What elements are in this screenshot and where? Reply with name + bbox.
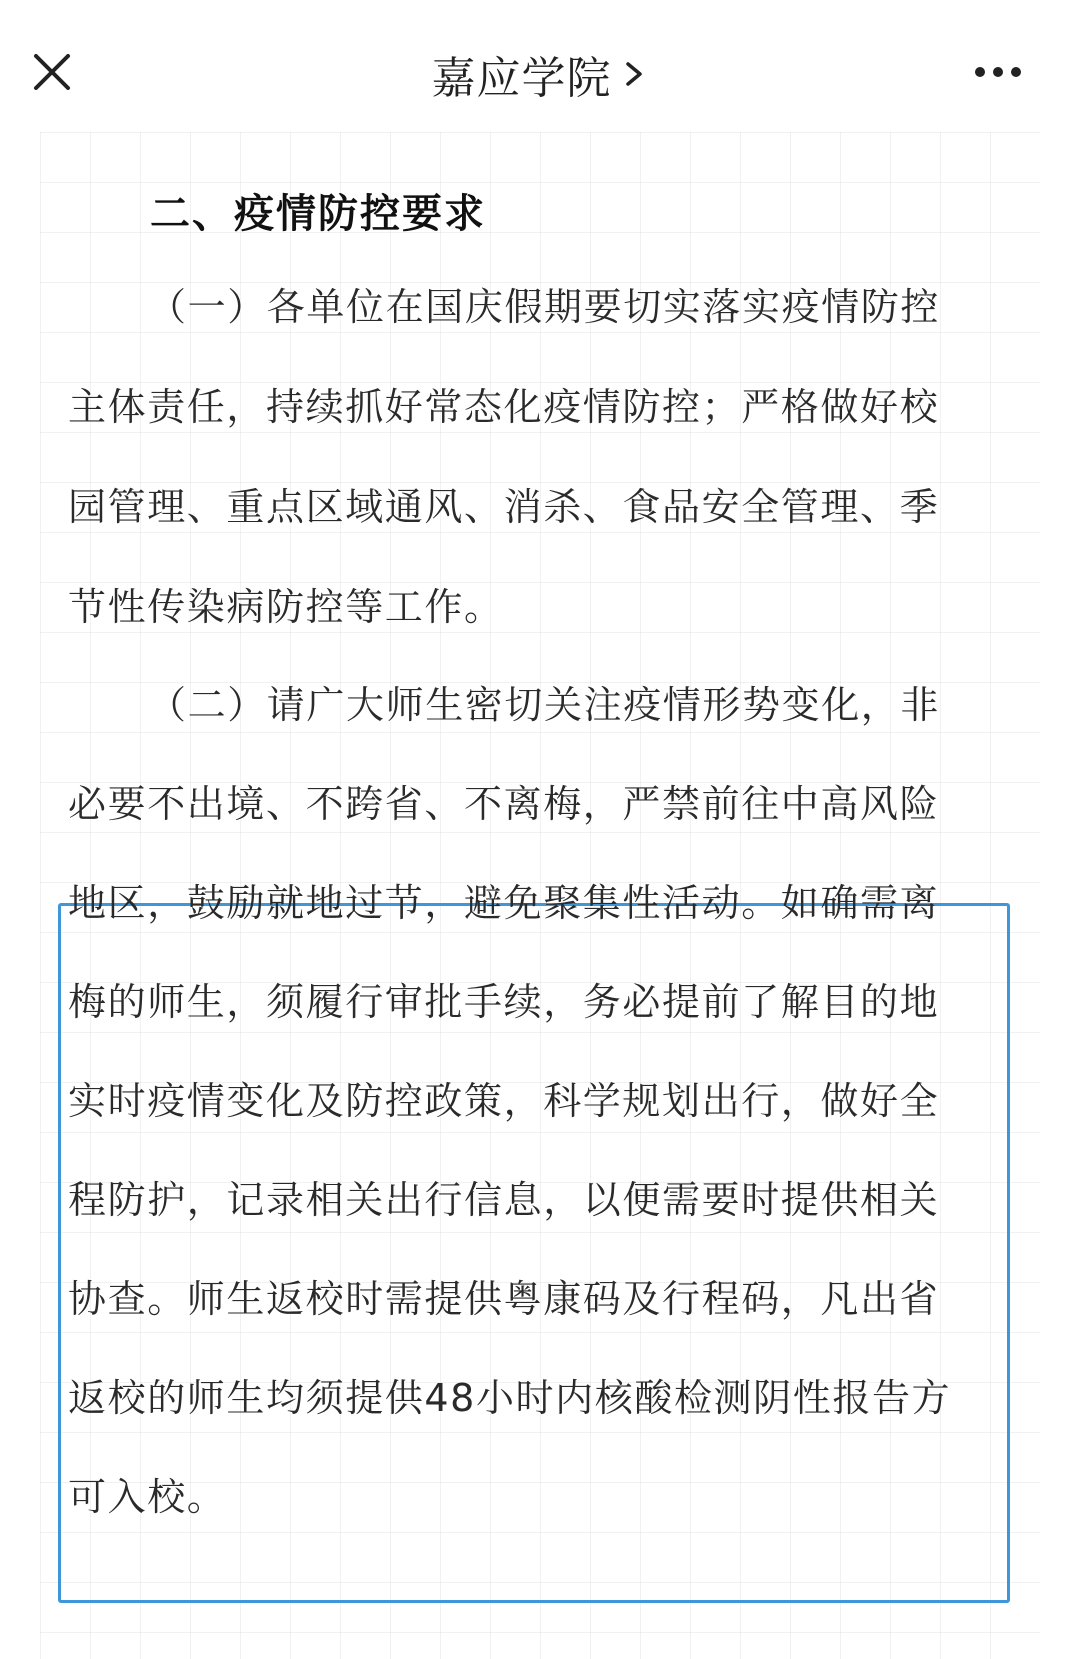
article-line: 协查。师生返校时需提供粤康码及行程码，凡出省 xyxy=(68,1277,940,1321)
article-line: 返校的师生均须提供48小时内核酸检测阴性报告方 xyxy=(68,1376,952,1420)
article-line: （二）请广大师生密切关注疫情形势变化，非 xyxy=(148,683,941,727)
article-line: 主体责任，持续抓好常态化疫情防控；严格做好校 xyxy=(68,385,940,429)
section-heading: 二、疫情防控要求 xyxy=(150,191,486,237)
account-title-link[interactable] xyxy=(432,42,646,106)
close-button[interactable] xyxy=(28,48,76,96)
article-line: 园管理、重点区域通风、消杀、食品安全管理、季 xyxy=(68,485,940,529)
article-line: （一）各单位在国庆假期要切实落实疫情防控 xyxy=(148,285,941,329)
chevron-right-icon xyxy=(624,54,646,94)
close-icon xyxy=(28,48,76,96)
more-horizontal-icon xyxy=(968,52,1032,92)
article-line: 可入校。 xyxy=(68,1475,227,1519)
page-title: 嘉应学院 xyxy=(431,53,612,104)
article-line: 节性传染病防控等工作。 xyxy=(68,585,504,629)
more-button[interactable] xyxy=(968,52,1032,92)
article-line: 必要不出境、不跨省、不离梅，严禁前往中高风险 xyxy=(68,782,940,826)
article-line: 实时疫情变化及防控政策，科学规划出行，做好全 xyxy=(68,1079,940,1123)
article-line: 梅的师生，须履行审批手续，务必提前了解目的地 xyxy=(68,980,940,1024)
article-line: 程防护，记录相关出行信息，以便需要时提供相关 xyxy=(68,1178,940,1222)
article-line: 地区，鼓励就地过节，避免聚集性活动。如确需离 xyxy=(68,881,940,925)
top-bar xyxy=(0,0,1077,140)
